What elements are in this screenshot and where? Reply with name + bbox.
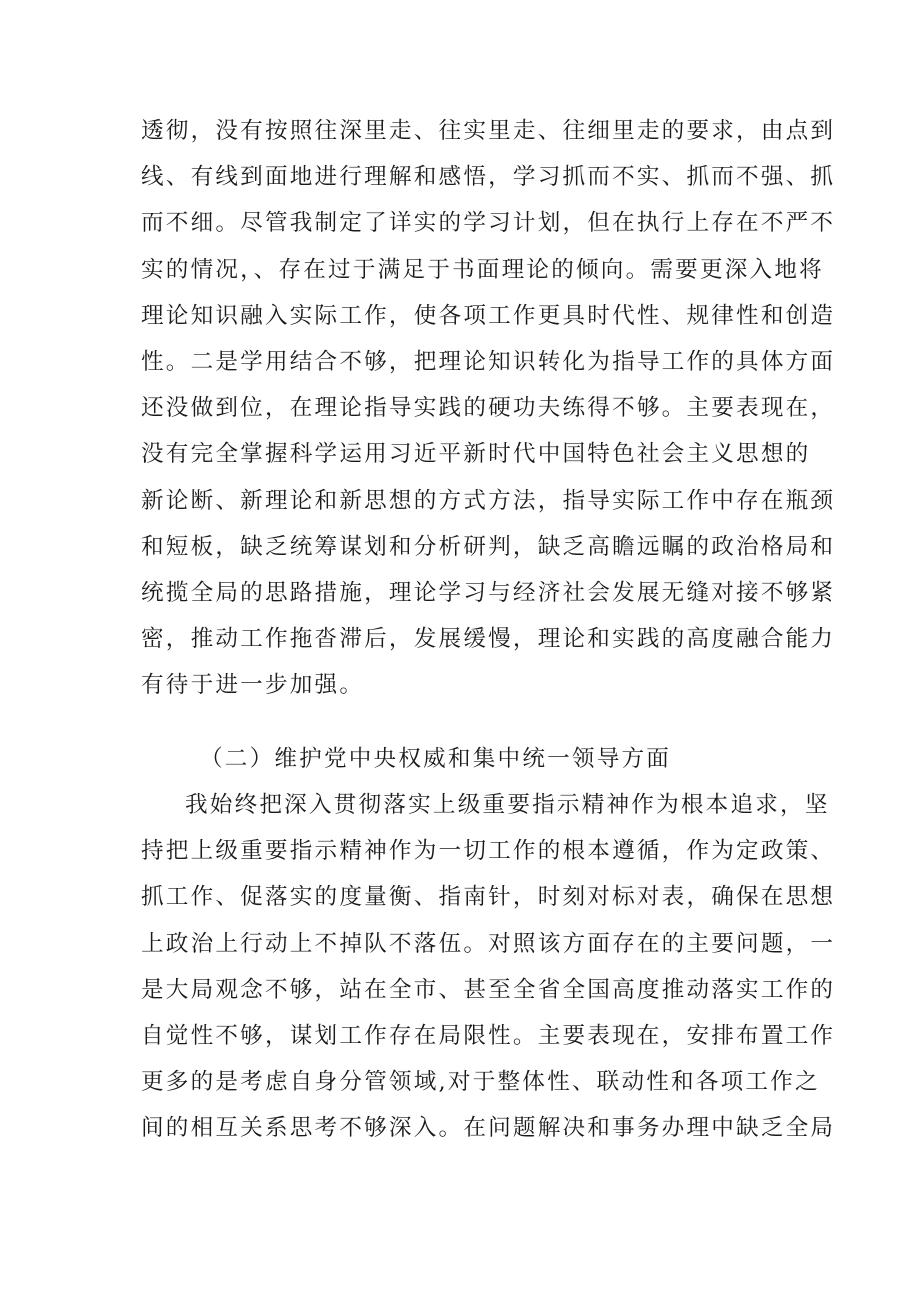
paragraph-line: 抓工作、促落实的度量衡、指南针，时刻对标对表，确保在思想	[141, 884, 836, 911]
paragraph-line: 没有完全掌握科学运用习近平新时代中国特色社会主义思想的	[141, 441, 811, 468]
paragraph-line: 实的情况，、存在过于满足于书面理论的倾向。需要更深入地将	[141, 256, 824, 283]
paragraph-line: 更多的是考虑自身分管领域,对于整体性、联动性和各项工作之	[141, 1069, 820, 1096]
paragraph-line: 持把上级重要指示精神作为一切工作的根本遵循，作为定政策、	[141, 838, 836, 865]
paragraph-line: 透彻，没有按照往深里走、往实里走、往细里走的要求，由点到	[141, 118, 836, 144]
paragraph-line: 是大局观念不够，站在全市、甚至全省全国高度推动落实工作的	[141, 976, 836, 1003]
paragraph-line-first: 我始终把深入贯彻落实上级重要指示精神作为根本追求，坚	[185, 792, 830, 818]
paragraph-line: 而不细。尽管我制定了详实的学习计划，但在执行上存在不严不	[141, 210, 836, 237]
paragraph-line: 性。二是学用结合不够，把理论知识转化为指导工作的具体方面	[141, 348, 836, 375]
paragraph-line: 还没做到位，在理论指导实践的硬功夫练得不够。主要表现在，	[141, 395, 836, 422]
paragraph-line: 统揽全局的思路措施，理论学习与经济社会发展无缝对接不够紧	[141, 579, 836, 606]
paragraph-line: 线、有线到面地进行理解和感悟，学习抓而不实、抓而不强、抓	[141, 164, 836, 191]
paragraph-line: 自觉性不够，谋划工作存在局限性。主要表现在，安排布置工作	[141, 1022, 836, 1049]
paragraph-line: 密，推动工作拖沓滞后，发展缓慢，理论和实践的高度融合能力	[141, 626, 836, 653]
paragraph-line: 和短板，缺乏统筹谋划和分析研判，缺乏高瞻远瞩的政治格局和	[141, 533, 836, 560]
paragraph-line: 新论断、新理论和新思想的方式方法，指导实际工作中存在瓶颈	[141, 487, 836, 514]
paragraph-line: 有待于进一步加强。	[141, 672, 365, 699]
paragraph-section-two	[141, 782, 836, 1152]
paragraph-continued	[141, 108, 836, 708]
paragraph-line: 上政治上行动上不掉队不落伍。对照该方面存在的主要问题，一	[141, 930, 836, 957]
paragraph-line: 间的相互关系思考不够深入。在问题解决和事务办理中缺乏全局	[141, 1115, 836, 1142]
section-heading: （二）维护党中央权威和集中统一领导方面	[200, 746, 672, 772]
paragraph-line: 理论知识融入实际工作，使各项工作更具时代性、规律性和创造	[141, 302, 836, 329]
